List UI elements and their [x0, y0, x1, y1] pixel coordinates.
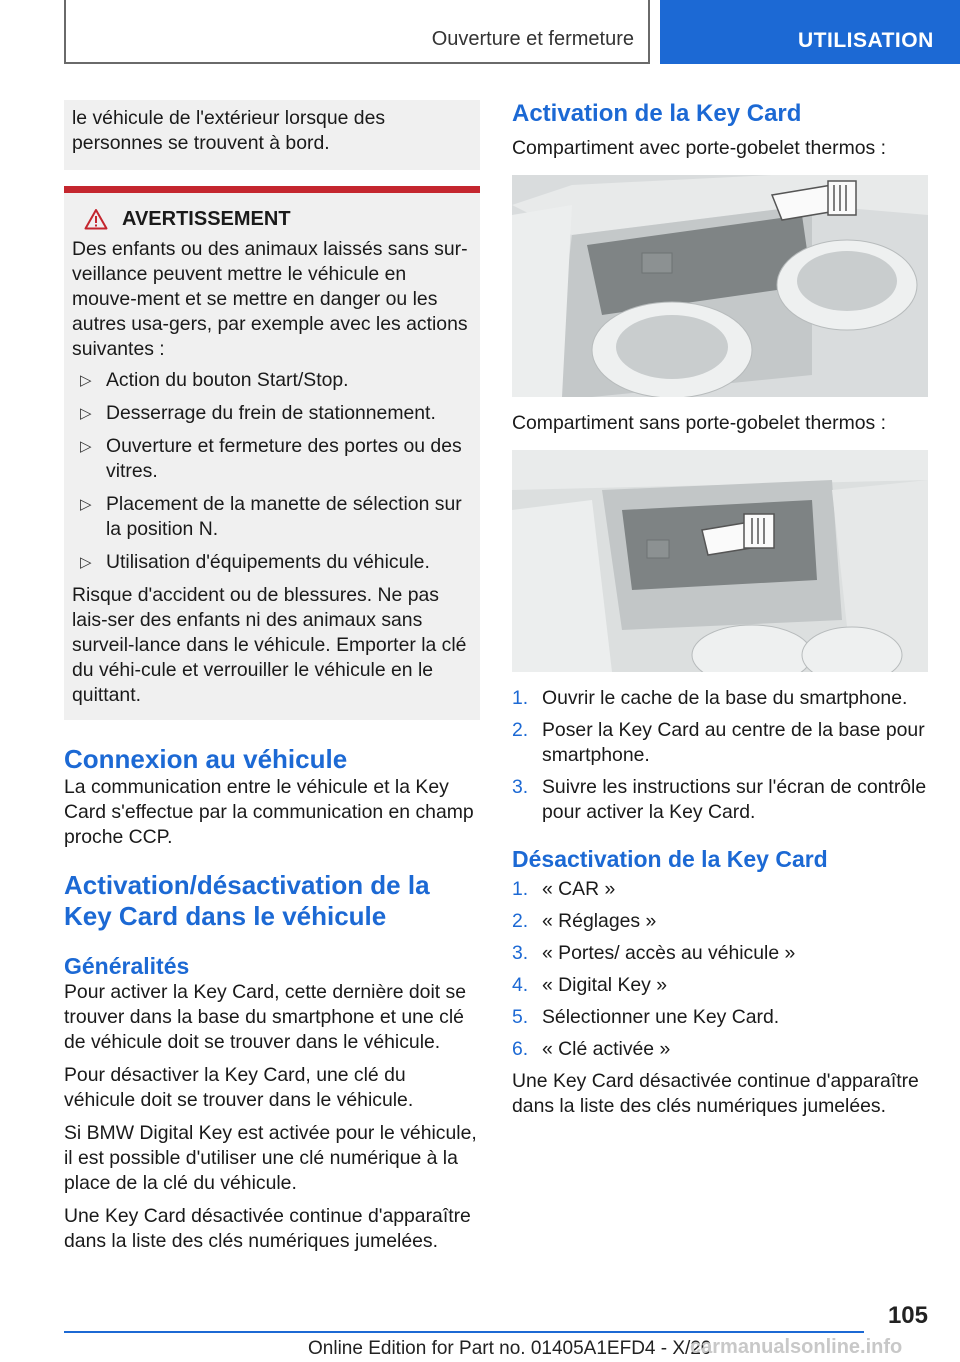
photo-compartment-with-thermos	[512, 175, 928, 397]
bullet-triangle-icon: ▷	[80, 372, 92, 389]
warning-text: Des enfants ou des animaux laissés sans sur-veillance peuvent mettre le véhicule en mouve-ment et se mettre en danger ou les autres usa-gers, par exemple avec les actions suivantes :	[72, 238, 468, 360]
caption-without-thermos: Compartiment sans porte-gobelet thermos :	[512, 412, 886, 434]
photo-compartment-without-thermos	[512, 450, 928, 672]
connexion-text: La communication entre le véhicule et la Key Card s'effectue par la communication en champ proche CCP.	[64, 776, 474, 848]
deactivation-steps	[512, 877, 928, 1062]
list-item: 5. Sélectionner une Key Card.	[512, 1006, 780, 1028]
list-item: 3. Suivre les instructions sur l'écran de contrôle pour activer la Key Card.	[512, 776, 927, 823]
list-item: 4. « Digital Key »	[512, 974, 668, 996]
list-item: ▷ Utilisation d'équipements du véhicule.	[80, 551, 430, 573]
header-section-title: Ouverture et fermeture	[431, 28, 634, 50]
header-chapter-tab	[660, 0, 960, 64]
activation-steps	[512, 686, 928, 825]
list-item: 1. « CAR »	[512, 878, 616, 900]
intro-text: le véhicule de l'extérieur lorsque des personnes se trouvent à bord.	[72, 107, 386, 154]
footer-divider	[64, 1331, 864, 1333]
list-item: ▷ Placement de la manette de sélection sur la position N.	[80, 493, 462, 540]
activation-section-heading: Activation/désactivation de la Key Card dans le véhicule	[64, 870, 430, 931]
intro-box	[64, 100, 480, 170]
activation-heading: Activation de la Key Card	[512, 100, 802, 127]
caption-with-thermos: Compartiment avec porte-gobelet thermos :	[512, 137, 886, 159]
list-item: 2. « Réglages »	[512, 910, 657, 932]
generalites-p4: Une Key Card désactivée continue d'apparaître dans la liste des clés numériques jumelées.	[64, 1205, 471, 1252]
footer-edition: Online Edition for Part no. 01405A1EFD4 - X/20	[308, 1338, 712, 1359]
deactivation-closing: Une Key Card désactivée continue d'apparaître dans la liste des clés numériques jumelées.	[512, 1070, 919, 1117]
bullet-triangle-icon: ▷	[80, 405, 92, 422]
warning-triangle-icon	[84, 208, 108, 230]
list-item: 6. « Clé activée »	[512, 1038, 671, 1060]
list-item: ▷ Desserrage du frein de stationnement.	[80, 402, 436, 424]
generalites-p1: Pour activer la Key Card, cette dernière doit se trouver dans la base du smartphone et une clé de véhicule doit se trouver dans le véhicule.	[64, 981, 467, 1053]
warning-title-row	[72, 205, 472, 233]
bullet-triangle-icon: ▷	[80, 496, 92, 513]
list-item: 3. « Portes/ accès au véhicule »	[512, 942, 796, 964]
watermark-text: carmanualsonline.info	[690, 1336, 903, 1358]
generalites-p3: Si BMW Digital Key est activée pour le véhicule, il est possible d'utiliser une clé numérique à la place de la clé du véhicule.	[64, 1122, 477, 1194]
warning-closing: Risque d'accident ou de blessures. Ne pas lais-ser des enfants ni des animaux sans surveil-lance dans le véhicule. Emporter la clé du véhi-cule et verrouiller le véhicule en le quittant.	[72, 584, 467, 706]
bullet-triangle-icon: ▷	[80, 438, 92, 455]
page-number: 105	[887, 1302, 928, 1329]
deactivation-heading: Désactivation de la Key Card	[512, 846, 828, 872]
list-item: 1. Ouvrir le cache de la base du smartphone.	[512, 687, 908, 709]
right-column	[512, 100, 928, 1119]
left-column	[64, 100, 480, 1254]
bullet-triangle-icon: ▷	[80, 554, 92, 571]
header-chapter-title: UTILISATION	[798, 29, 934, 52]
warning-title: AVERTISSEMENT	[122, 207, 291, 230]
warning-list	[72, 368, 472, 575]
list-item: 2. Poser la Key Card au centre de la base pour smartphone.	[512, 719, 925, 766]
header-section-box	[64, 0, 650, 64]
list-item: ▷ Action du bouton Start/Stop.	[80, 369, 349, 391]
warning-box	[64, 186, 480, 720]
list-item: ▷ Ouverture et fermeture des portes ou des vitres.	[80, 435, 462, 482]
generalites-heading: Généralités	[64, 953, 190, 979]
generalites-p2: Pour désactiver la Key Card, une clé du véhicule doit se trouver dans le véhicule.	[64, 1064, 414, 1111]
connexion-heading: Connexion au véhicule	[64, 744, 348, 774]
